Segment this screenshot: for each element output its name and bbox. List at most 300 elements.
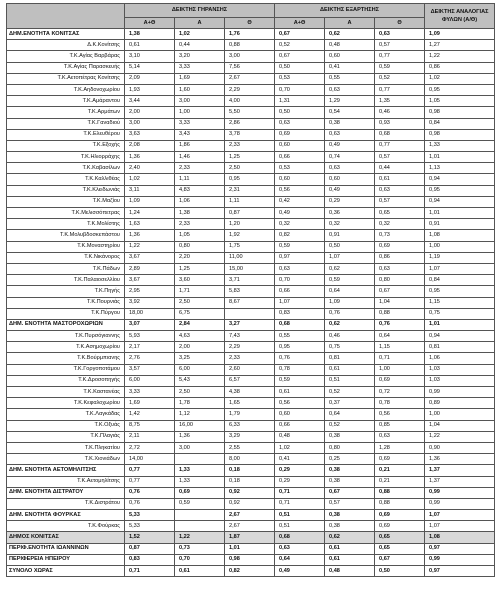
- value-cell: 0,52: [375, 73, 425, 84]
- value-cell: 1,46: [175, 152, 225, 163]
- table-row: [7, 566, 495, 577]
- area-name-cell: Τ.Κ.Πύργου: [7, 308, 125, 319]
- value-cell: 1,07: [425, 263, 495, 274]
- value-cell: 1,11: [225, 196, 275, 207]
- value-cell: 0,75: [325, 342, 375, 353]
- value-cell: 1,27: [425, 40, 495, 51]
- table-row: [7, 387, 495, 398]
- table-row: [7, 51, 495, 62]
- value-cell: 1,60: [175, 84, 225, 95]
- value-cell: 0,74: [325, 152, 375, 163]
- value-cell: 3,10: [125, 51, 175, 62]
- value-cell: 6,00: [125, 375, 175, 386]
- area-name-cell: Τ.Κ.Ασημοχωρίου: [7, 342, 125, 353]
- value-cell: 1,92: [225, 230, 275, 241]
- value-cell: 6,00: [175, 364, 225, 375]
- value-cell: 1,20: [225, 219, 275, 230]
- value-cell: 0,67: [325, 487, 375, 498]
- table-row: [7, 219, 495, 230]
- table-row: [7, 263, 495, 274]
- value-cell: 0,62: [325, 319, 375, 330]
- value-cell: 0,18: [225, 465, 275, 476]
- value-cell: 0,50: [375, 566, 425, 577]
- table-row: [7, 543, 495, 554]
- value-cell: 0,69: [375, 375, 425, 386]
- value-cell: 1,42: [125, 409, 175, 420]
- value-cell: 1,04: [375, 297, 425, 308]
- value-cell: 0,51: [275, 510, 325, 521]
- value-cell: 0,57: [375, 40, 425, 51]
- value-cell: 1,06: [175, 196, 225, 207]
- value-cell: 0,95: [225, 174, 275, 185]
- value-cell: 1,03: [425, 375, 495, 386]
- value-cell: 0,81: [325, 353, 375, 364]
- table-row: [7, 252, 495, 263]
- value-cell: 3,29: [225, 431, 275, 442]
- area-name-cell: Τ.Κ.Μελισσόπετρας: [7, 208, 125, 219]
- value-cell: 0,69: [375, 510, 425, 521]
- value-cell: 1,08: [425, 230, 495, 241]
- area-name-cell: Τ.Κ.Παλαιοσελλίου: [7, 275, 125, 286]
- value-cell: 1,02: [275, 442, 325, 453]
- value-cell: 0,38: [325, 431, 375, 442]
- value-cell: 1,35: [375, 96, 425, 107]
- value-cell: 1,86: [175, 140, 225, 151]
- value-cell: 0,55: [275, 331, 325, 342]
- area-name-cell: Τ.Κ.Καλλιθέας: [7, 174, 125, 185]
- value-cell: 5,43: [175, 375, 225, 386]
- area-column-header: [7, 4, 125, 29]
- value-cell: 1,93: [125, 84, 175, 95]
- value-cell: 0,42: [275, 196, 325, 207]
- value-cell: 0,84: [425, 118, 495, 129]
- table-row: [7, 62, 495, 73]
- area-name-cell: Τ.Κ.Ηλιορράχης: [7, 152, 125, 163]
- value-cell: 3,00: [175, 96, 225, 107]
- value-cell: 5,50: [225, 107, 275, 118]
- value-cell: 0,64: [275, 554, 325, 565]
- table-row: [7, 510, 495, 521]
- value-cell: 1,33: [175, 476, 225, 487]
- value-cell: 0,32: [275, 219, 325, 230]
- value-cell: 0,48: [325, 566, 375, 577]
- area-name-cell: ΔΗΜΟΣ ΚΟΝΙΤΣΑΣ: [7, 532, 125, 543]
- value-cell: 1,25: [225, 152, 275, 163]
- value-cell: 0,71: [125, 566, 175, 577]
- area-name-cell: Τ.Κ.Εξοχής: [7, 140, 125, 151]
- value-cell: 0,68: [375, 129, 425, 140]
- value-cell: 4,38: [225, 387, 275, 398]
- value-cell: 0,63: [375, 263, 425, 274]
- area-name-cell: Τ.Κ.Αγίας Βαρβάρας: [7, 51, 125, 62]
- area-name-cell: Τ.Κ.Μολυβδοσκεπάστου: [7, 230, 125, 241]
- value-cell: 0,82: [225, 566, 275, 577]
- value-cell: 0,32: [375, 219, 425, 230]
- value-cell: 1,02: [125, 174, 175, 185]
- value-cell: 1,05: [425, 96, 495, 107]
- area-name-cell: Τ.Κ.Αρμάτων: [7, 107, 125, 118]
- value-cell: 0,62: [325, 263, 375, 274]
- value-cell: 0,67: [275, 51, 325, 62]
- value-cell: 0,76: [125, 487, 175, 498]
- value-cell: 1,02: [425, 73, 495, 84]
- sex-ratio-header: ΔΕΙΚΤΗΣ ΑΝΑΛΟΓΙΑΣ ΦΥΛΩΝ (Α/Θ): [425, 4, 495, 29]
- value-cell: 0,59: [275, 241, 325, 252]
- value-cell: 0,38: [325, 476, 375, 487]
- value-cell: 0,59: [375, 62, 425, 73]
- value-cell: 0,60: [325, 174, 375, 185]
- value-cell: 0,95: [425, 286, 495, 297]
- value-cell: 0,61: [325, 364, 375, 375]
- indicators-table: [6, 3, 495, 577]
- value-cell: 0,63: [375, 431, 425, 442]
- group-header-row: [7, 4, 495, 18]
- table-row: [7, 319, 495, 330]
- area-name-cell: Τ.Κ.Αετοπέτρας Κονίτσης: [7, 73, 125, 84]
- value-cell: 0,21: [375, 465, 425, 476]
- value-cell: 0,51: [275, 521, 325, 532]
- value-cell: 0,80: [325, 442, 375, 453]
- value-cell: 0,56: [375, 409, 425, 420]
- value-cell: 0,93: [375, 118, 425, 129]
- table-row: [7, 442, 495, 453]
- value-cell: 1,09: [325, 297, 375, 308]
- value-cell: 2,76: [125, 353, 175, 364]
- value-cell: 0,68: [275, 319, 325, 330]
- value-cell: 0,88: [375, 487, 425, 498]
- value-cell: 0,38: [325, 521, 375, 532]
- value-cell: 0,88: [375, 308, 425, 319]
- value-cell: 0,83: [275, 308, 325, 319]
- area-name-cell: Τ.Κ.Χιονιάδων: [7, 454, 125, 465]
- value-cell: 0,48: [275, 431, 325, 442]
- value-cell: 2,67: [225, 73, 275, 84]
- table-row: [7, 185, 495, 196]
- sub-header-aging-male: Α: [175, 18, 225, 29]
- value-cell: 8,00: [225, 454, 275, 465]
- value-cell: 1,37: [425, 476, 495, 487]
- value-cell: 2,11: [125, 431, 175, 442]
- table-row: [7, 342, 495, 353]
- table-row: [7, 353, 495, 364]
- table-row: [7, 73, 495, 84]
- area-name-cell: Τ.Κ.Πληκατίου: [7, 442, 125, 453]
- value-cell: 2,95: [125, 286, 175, 297]
- value-cell: 0,80: [375, 275, 425, 286]
- value-cell: 0,69: [375, 521, 425, 532]
- value-cell: 0,57: [325, 498, 375, 509]
- value-cell: 1,07: [325, 252, 375, 263]
- table-row: [7, 208, 495, 219]
- value-cell: 0,38: [325, 118, 375, 129]
- value-cell: 0,99: [425, 554, 495, 565]
- table-row: [7, 118, 495, 129]
- value-cell: 2,40: [125, 163, 175, 174]
- value-cell: 1,11: [175, 174, 225, 185]
- value-cell: 0,53: [275, 163, 325, 174]
- value-cell: 14,00: [125, 454, 175, 465]
- value-cell: 3,25: [175, 353, 225, 364]
- value-cell: 1,29: [325, 96, 375, 107]
- value-cell: 0,94: [425, 196, 495, 207]
- value-cell: 2,09: [125, 73, 175, 84]
- value-cell: 5,83: [225, 286, 275, 297]
- sub-header-aging-female: Θ: [225, 18, 275, 29]
- area-name-cell: Τ.Κ.Πάδων: [7, 263, 125, 274]
- value-cell: 1,38: [175, 208, 225, 219]
- value-cell: 0,57: [375, 196, 425, 207]
- value-cell: 0,51: [325, 375, 375, 386]
- value-cell: 0,73: [375, 230, 425, 241]
- value-cell: 0,65: [375, 208, 425, 219]
- value-cell: 0,72: [375, 387, 425, 398]
- value-cell: 1,07: [275, 297, 325, 308]
- value-cell: 0,87: [125, 543, 175, 554]
- value-cell: 0,29: [275, 465, 325, 476]
- value-cell: 0,41: [275, 454, 325, 465]
- area-name-cell: Τ.Κ.Γοργοποτάμου: [7, 364, 125, 375]
- value-cell: 0,94: [425, 331, 495, 342]
- value-cell: 0,97: [425, 543, 495, 554]
- table-row: [7, 521, 495, 532]
- value-cell: 3,00: [175, 442, 225, 453]
- value-cell: 2,55: [225, 442, 275, 453]
- table-row: [7, 364, 495, 375]
- value-cell: 0,44: [375, 163, 425, 174]
- value-cell: 0,36: [325, 208, 375, 219]
- table-row: [7, 129, 495, 140]
- value-cell: 0,71: [275, 487, 325, 498]
- value-cell: 0,49: [325, 140, 375, 151]
- value-cell: 0,44: [175, 40, 225, 51]
- area-name-cell: Τ.Κ.Πηγής: [7, 286, 125, 297]
- value-cell: 0,73: [175, 543, 225, 554]
- value-cell: 0,78: [275, 364, 325, 375]
- value-cell: 0,37: [325, 398, 375, 409]
- value-cell: 0,64: [325, 409, 375, 420]
- area-name-cell: Τ.Κ.Αγίας Παρασκευής: [7, 62, 125, 73]
- value-cell: 1,63: [125, 219, 175, 230]
- value-cell: 6,33: [225, 420, 275, 431]
- value-cell: 1,36: [125, 152, 175, 163]
- area-name-cell: Τ.Κ.Δροσοπηγής: [7, 375, 125, 386]
- area-name-cell: Τ.Κ.Κλειδωνιάς: [7, 185, 125, 196]
- table-row: [7, 96, 495, 107]
- value-cell: 1,31: [275, 96, 325, 107]
- value-cell: 0,60: [325, 51, 375, 62]
- value-cell: 2,89: [125, 263, 175, 274]
- sub-header-dependency-female: Θ: [375, 18, 425, 29]
- value-cell: 0,99: [425, 498, 495, 509]
- value-cell: 3,67: [125, 252, 175, 263]
- value-cell: 2,72: [125, 442, 175, 453]
- value-cell: 0,21: [375, 476, 425, 487]
- value-cell: 0,54: [325, 107, 375, 118]
- table-row: [7, 297, 495, 308]
- value-cell: 2,50: [175, 297, 225, 308]
- value-cell: 0,55: [325, 73, 375, 84]
- area-name-cell: Τ.Κ.Κεφαλοχωρίου: [7, 398, 125, 409]
- table-row: [7, 398, 495, 409]
- value-cell: 0,69: [275, 129, 325, 140]
- value-cell: 0,61: [275, 387, 325, 398]
- value-cell: 7,43: [225, 331, 275, 342]
- value-cell: 0,81: [425, 342, 495, 353]
- value-cell: 0,76: [275, 353, 325, 364]
- value-cell: 2,00: [125, 107, 175, 118]
- table-row: [7, 275, 495, 286]
- value-cell: 0,70: [275, 275, 325, 286]
- value-cell: 3,67: [125, 275, 175, 286]
- value-cell: 0,56: [275, 185, 325, 196]
- value-cell: 0,38: [325, 465, 375, 476]
- value-cell: 0,49: [325, 185, 375, 196]
- value-cell: 3,63: [125, 129, 175, 140]
- value-cell: 1,22: [125, 241, 175, 252]
- value-cell: 0,62: [325, 29, 375, 40]
- value-cell: 1,71: [175, 286, 225, 297]
- value-cell: 0,46: [325, 331, 375, 342]
- value-cell: 16,00: [175, 420, 225, 431]
- table-row: [7, 431, 495, 442]
- value-cell: 2,17: [125, 342, 175, 353]
- table-row: [7, 196, 495, 207]
- value-cell: 0,52: [325, 387, 375, 398]
- value-cell: 0,87: [225, 208, 275, 219]
- value-cell: 0,86: [425, 62, 495, 73]
- value-cell: 3,33: [175, 118, 225, 129]
- value-cell: 0,49: [275, 208, 325, 219]
- value-cell: 18,00: [125, 308, 175, 319]
- value-cell: 1,07: [425, 521, 495, 532]
- value-cell: 0,97: [275, 252, 325, 263]
- value-cell: 0,63: [275, 118, 325, 129]
- value-cell: 0,68: [275, 532, 325, 543]
- value-cell: 0,98: [425, 129, 495, 140]
- value-cell: 0,53: [275, 73, 325, 84]
- value-cell: 0,60: [275, 140, 325, 151]
- area-name-cell: Τ.Κ.Μαζίου: [7, 196, 125, 207]
- value-cell: 0,69: [375, 241, 425, 252]
- area-name-cell: ΔΗΜ.ΕΝΟΤΗΤΑ ΚΟΝΙΤΣΑΣ: [7, 29, 125, 40]
- value-cell: 5,14: [125, 62, 175, 73]
- value-cell: 0,69: [175, 487, 225, 498]
- value-cell: 3,92: [125, 297, 175, 308]
- value-cell: 0,38: [325, 510, 375, 521]
- value-cell: 0,59: [175, 498, 225, 509]
- value-cell: 0,66: [275, 420, 325, 431]
- area-name-cell: Τ.Κ.Καστανέας: [7, 387, 125, 398]
- value-cell: 0,64: [375, 331, 425, 342]
- value-cell: 0,77: [125, 465, 175, 476]
- value-cell: 2,31: [225, 185, 275, 196]
- value-cell: 2,29: [225, 342, 275, 353]
- value-cell: 2,33: [175, 219, 225, 230]
- value-cell: 0,76: [125, 498, 175, 509]
- value-cell: 0,57: [375, 152, 425, 163]
- value-cell: 1,36: [175, 431, 225, 442]
- sub-header-dependency-male: Α: [325, 18, 375, 29]
- value-cell: 0,71: [375, 353, 425, 364]
- table-row: [7, 174, 495, 185]
- area-name-cell: Τ.Κ.Αετομηλίτσης: [7, 476, 125, 487]
- value-cell: 1,33: [175, 465, 225, 476]
- value-cell: 0,70: [175, 554, 225, 565]
- value-cell: 0,88: [225, 40, 275, 51]
- value-cell: 1,37: [425, 465, 495, 476]
- value-cell: 1,22: [425, 431, 495, 442]
- value-cell: 0,62: [325, 532, 375, 543]
- value-cell: 0,50: [275, 62, 325, 73]
- area-name-cell: ΔΗΜ. ΕΝΟΤΗΤΑ ΑΕΤΟΜΗΛΙΤΣΗΣ: [7, 465, 125, 476]
- value-cell: 0,63: [275, 263, 325, 274]
- value-cell: 3,78: [225, 129, 275, 140]
- value-cell: 1,15: [425, 297, 495, 308]
- value-cell: 1,06: [425, 353, 495, 364]
- table-row: [7, 286, 495, 297]
- table-row: [7, 476, 495, 487]
- value-cell: 0,63: [275, 543, 325, 554]
- value-cell: 3,00: [125, 118, 175, 129]
- value-cell: 0,49: [275, 566, 325, 577]
- value-cell: 0,67: [375, 554, 425, 565]
- value-cell: 1,22: [425, 51, 495, 62]
- value-cell: 0,92: [225, 498, 275, 509]
- value-cell: 3,33: [125, 387, 175, 398]
- area-name-cell: Τ.Κ.Μολίστης: [7, 219, 125, 230]
- value-cell: 1,22: [175, 532, 225, 543]
- value-cell: 6,75: [175, 308, 225, 319]
- value-cell: 1,79: [225, 409, 275, 420]
- value-cell: 0,88: [375, 498, 425, 509]
- table-row: [7, 230, 495, 241]
- value-cell: 0,75: [425, 308, 495, 319]
- value-cell: 2,50: [225, 163, 275, 174]
- value-cell: 2,29: [225, 84, 275, 95]
- value-cell: 1,00: [175, 107, 225, 118]
- value-cell: 0,76: [325, 308, 375, 319]
- value-cell: 1,52: [125, 532, 175, 543]
- value-cell: 1,24: [125, 208, 175, 219]
- value-cell: 3,43: [175, 129, 225, 140]
- value-cell: 0,32: [325, 219, 375, 230]
- value-cell: 1,09: [125, 196, 175, 207]
- value-cell: 2,08: [125, 140, 175, 151]
- value-cell: 1,28: [375, 442, 425, 453]
- table-row: [7, 163, 495, 174]
- value-cell: 0,65: [375, 532, 425, 543]
- area-name-cell: Τ.Κ.Αηδονοχωρίου: [7, 84, 125, 95]
- value-cell: [225, 308, 275, 319]
- value-cell: 0,52: [275, 40, 325, 51]
- value-cell: 0,91: [325, 230, 375, 241]
- area-name-cell: Τ.Κ.Πουρνιάς: [7, 297, 125, 308]
- value-cell: 1,12: [175, 409, 225, 420]
- value-cell: 0,95: [425, 185, 495, 196]
- value-cell: 0,89: [425, 398, 495, 409]
- value-cell: 1,69: [125, 398, 175, 409]
- value-cell: 1,01: [425, 319, 495, 330]
- table-row: [7, 554, 495, 565]
- table-row: [7, 331, 495, 342]
- value-cell: 2,50: [175, 387, 225, 398]
- value-cell: 1,65: [225, 398, 275, 409]
- value-cell: [175, 510, 225, 521]
- value-cell: 3,33: [175, 62, 225, 73]
- value-cell: 3,71: [225, 275, 275, 286]
- value-cell: 0,61: [325, 543, 375, 554]
- table-row: [7, 140, 495, 151]
